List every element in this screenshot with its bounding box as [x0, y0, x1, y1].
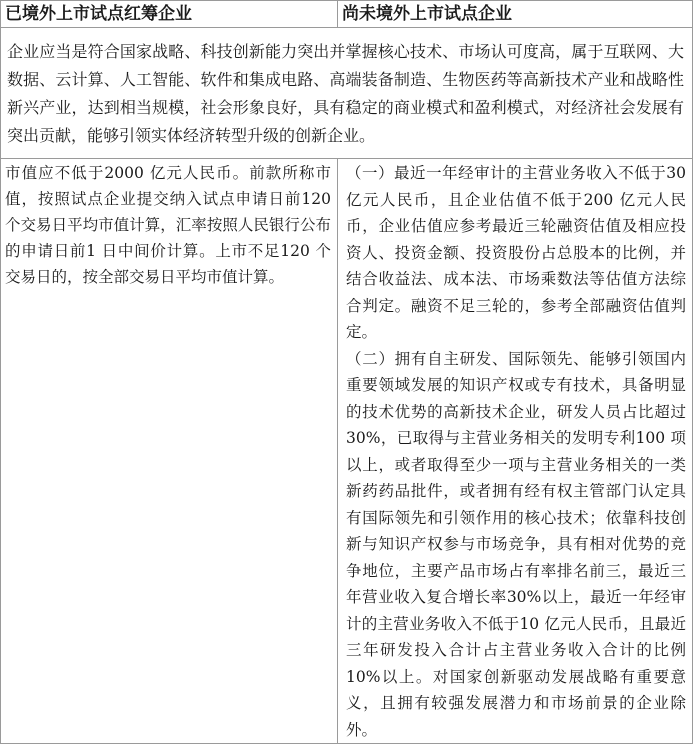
listed-criteria-text: 市值应不低于2000 亿元人民币。前款所称市值，按照试点企业提交纳入试点申请日前120 个交易日平均市值计算，汇率按照人民银行公布的申请日前1 日中间价计算。上市不足120 个交易日的，按全部交易日平均市值计算。 — [5, 164, 331, 286]
header-listed-redchip: 已境外上市试点红筹企业 — [1, 1, 338, 28]
listed-criteria-cell — [1, 159, 338, 744]
unlisted-criteria-item-2: （二）拥有自主研发、国际领先、能够引领国内重要领域发展的知识产权或专有技术，具备明显的技术优势的高新技术企业，研发人员占比超过30%，已取得与主营业务相关的发明专利100 项以上，或者取得至少一项与主营业务相关的一类新药药品批件，或者拥有经有权主管部门认定具有国际领先和引领作用的核心技术；依靠科技创新与知识产权参与市场竞争，具有相对优势的竞争地位，主要产品市场占有率排名前三，最近三年营业收入复合增长率30%以上，最近一年经审计的主营业务收入不低于10 亿元人民币，且最近三年研发投入合计占主营业务收入合计的比例10%以上。对国家创新驱动发展战略有重要意义，且拥有较强发展潜力和市场前景的企业除外。 — [346, 349, 686, 739]
criteria-detail-row — [1, 159, 693, 744]
unlisted-criteria-item-1: （一）最近一年经审计的主营业务收入不低于30 亿元人民币，且企业估值不低于200 亿元人民币，企业估值应参考最近三轮融资估值及相应投资人、投资金额、投资股份占总股本的比例，并结合收益法、成本法、市场乘数法等估值方法综合判定。融资不足三轮的，参考全部融资估值判定。 — [346, 164, 686, 341]
header-unlisted: 尚未境外上市试点企业 — [338, 1, 693, 28]
shared-criteria-text: 企业应当是符合国家战略、科技创新能力突出并掌握核心技术、市场认可度高，属于互联网、大数据、云计算、人工智能、软件和集成电路、高端装备制造、生物医药等高新技术产业和战略性新兴产业，达到相当规模，社会形象良好，具有稳定的商业模式和盈利模式，对经济社会发展有突出贡献，能够引领实体经济转型升级的创新企业。 — [1, 28, 693, 159]
shared-criteria-row — [1, 28, 693, 159]
header-row — [1, 1, 693, 28]
unlisted-criteria-cell — [338, 159, 693, 744]
